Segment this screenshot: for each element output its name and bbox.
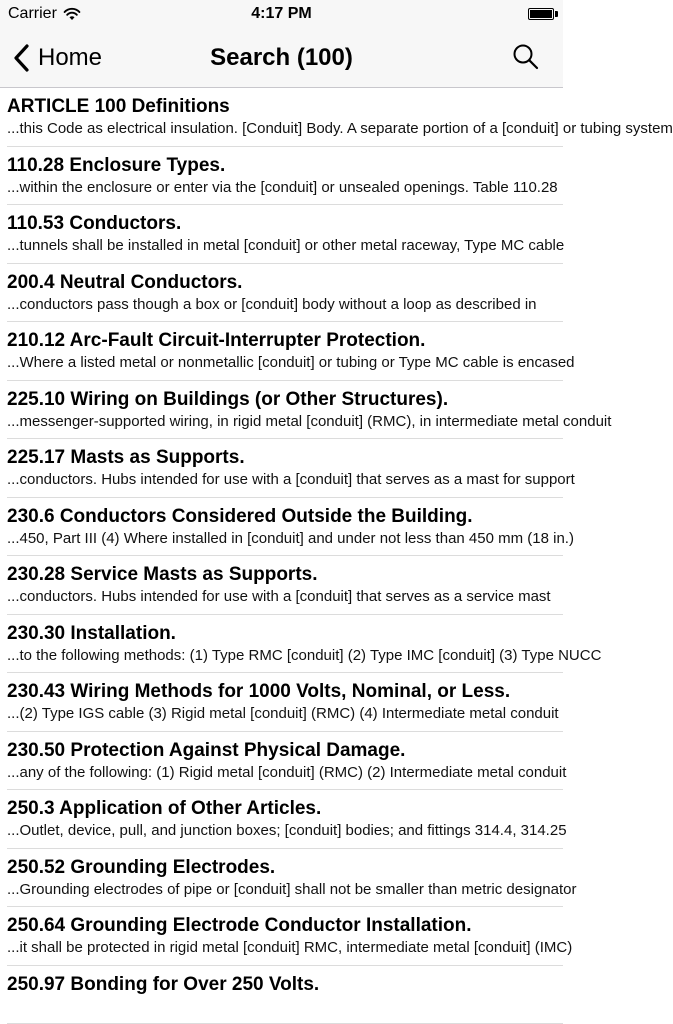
search-result-item[interactable] bbox=[0, 381, 563, 440]
search-result-item[interactable] bbox=[0, 673, 563, 732]
result-title: 210.12 Arc-Fault Circuit-Interrupter Protection. bbox=[7, 322, 555, 352]
search-result-item[interactable] bbox=[0, 790, 563, 849]
search-result-item[interactable] bbox=[0, 147, 563, 206]
result-snippet: ...(2) Type IGS cable (3) Rigid metal [conduit] (RMC) (4) Intermediate metal conduit bbox=[7, 704, 555, 723]
status-bar bbox=[0, 0, 563, 30]
result-title: 225.10 Wiring on Buildings (or Other Structures). bbox=[7, 381, 555, 411]
search-result-item[interactable] bbox=[0, 907, 563, 966]
battery-tip bbox=[555, 11, 558, 17]
result-title: 250.97 Bonding for Over 250 Volts. bbox=[7, 966, 555, 996]
result-title: 230.28 Service Masts as Supports. bbox=[7, 556, 555, 586]
result-title: 230.30 Installation. bbox=[7, 615, 555, 645]
search-result-item[interactable] bbox=[0, 88, 563, 147]
battery-level bbox=[530, 10, 552, 18]
search-result-item[interactable] bbox=[0, 498, 563, 557]
search-result-item[interactable] bbox=[0, 732, 563, 791]
result-title: 250.3 Application of Other Articles. bbox=[7, 790, 555, 820]
result-title: 110.53 Conductors. bbox=[7, 205, 555, 235]
result-snippet: ...Where a listed metal or nonmetallic [conduit] or tubing or Type MC cable is encased bbox=[7, 353, 555, 372]
result-snippet: ...it shall be protected in rigid metal [conduit] RMC, intermediate metal [conduit] (IMC) bbox=[7, 938, 555, 957]
battery-icon bbox=[528, 8, 554, 20]
result-title: 110.28 Enclosure Types. bbox=[7, 147, 555, 177]
navigation-bar bbox=[0, 30, 563, 88]
search-icon[interactable] bbox=[511, 42, 541, 72]
result-snippet: ...Grounding electrodes of pipe or [conduit] shall not be smaller than metric designator bbox=[7, 880, 555, 899]
page-title: Search (100) bbox=[0, 44, 563, 72]
result-snippet: ...to the following methods: (1) Type RMC [conduit] (2) Type IMC [conduit] (3) Type NUCC bbox=[7, 646, 555, 665]
search-result-item[interactable] bbox=[0, 966, 563, 1024]
result-snippet: ...any of the following: (1) Rigid metal [conduit] (RMC) (2) Intermediate metal conduit bbox=[7, 763, 555, 782]
search-result-item[interactable] bbox=[0, 556, 563, 615]
search-result-item[interactable] bbox=[0, 849, 563, 908]
result-snippet: ...450, Part III (4) Where installed in [conduit] and under not less than 450 mm (18 in.) bbox=[7, 529, 555, 548]
result-snippet: ...conductors. Hubs intended for use with a [conduit] that serves as a service mast bbox=[7, 587, 555, 606]
result-snippet: ...within the enclosure or enter via the [conduit] or unsealed openings. Table 110.28 bbox=[7, 178, 555, 197]
search-result-item[interactable] bbox=[0, 264, 563, 323]
back-button-label: Home bbox=[38, 44, 102, 72]
carrier-name: Carrier bbox=[8, 5, 57, 23]
search-result-item[interactable] bbox=[0, 439, 563, 498]
search-result-item[interactable] bbox=[0, 615, 563, 674]
result-title: 250.52 Grounding Electrodes. bbox=[7, 849, 555, 879]
result-snippet: ...conductors pass though a box or [conduit] body without a loop as described in bbox=[7, 295, 555, 314]
result-title: 250.64 Grounding Electrode Conductor Installation. bbox=[7, 907, 555, 937]
result-snippet: ...conductors. Hubs intended for use with a [conduit] that serves as a mast for support bbox=[7, 470, 555, 489]
result-title: 230.50 Protection Against Physical Damage. bbox=[7, 732, 555, 762]
search-results-list bbox=[0, 88, 563, 1024]
result-title: 230.6 Conductors Considered Outside the Building. bbox=[7, 498, 555, 528]
result-title: ARTICLE 100 Definitions bbox=[7, 88, 555, 118]
result-title: 230.43 Wiring Methods for 1000 Volts, Nominal, or Less. bbox=[7, 673, 555, 703]
result-title: 200.4 Neutral Conductors. bbox=[7, 264, 555, 294]
result-title: 225.17 Masts as Supports. bbox=[7, 439, 555, 469]
result-snippet: ...this Code as electrical insulation. [Conduit] Body. A separate portion of a [conduit] or tubing system bbox=[7, 119, 555, 138]
result-snippet: ...tunnels shall be installed in metal [conduit] or other metal raceway, Type MC cable bbox=[7, 236, 555, 255]
search-result-item[interactable] bbox=[0, 322, 563, 381]
result-snippet: ...Outlet, device, pull, and junction boxes; [conduit] bodies; and fittings 314.4, 314.25 bbox=[7, 821, 555, 840]
result-snippet: ...messenger-supported wiring, in rigid metal [conduit] (RMC), in intermediate metal conduit bbox=[7, 412, 555, 431]
search-result-item[interactable] bbox=[0, 205, 563, 264]
status-time: 4:17 PM bbox=[0, 5, 563, 23]
